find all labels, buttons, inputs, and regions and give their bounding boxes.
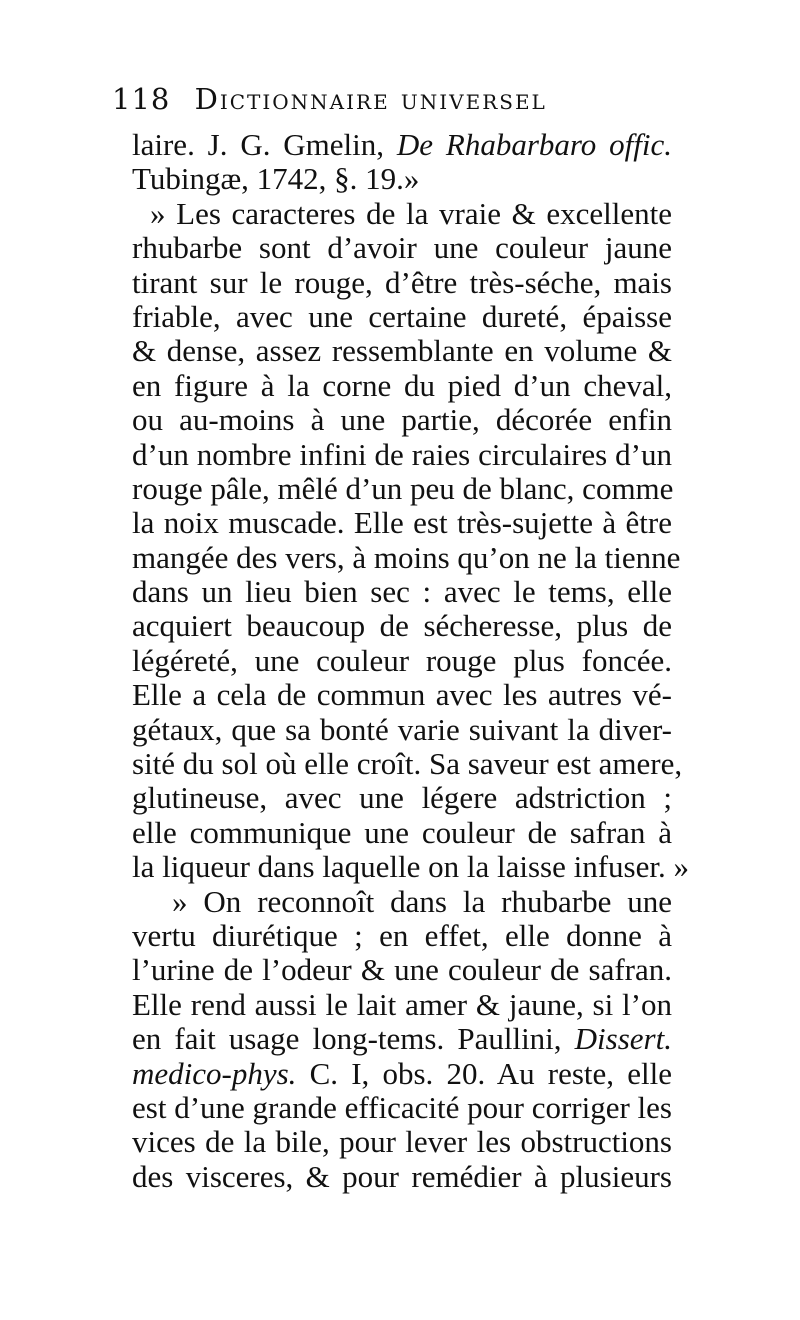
- text-line: [132, 506, 672, 540]
- text-run: tirant sur le rouge, d’être très-séche, mais: [132, 264, 672, 300]
- text-line: [132, 849, 689, 885]
- text-run: Elle a cela de commun avec les autres vé-: [132, 677, 672, 713]
- text-run: est d’une grande efficacité pour corriger les: [132, 1089, 672, 1125]
- text-run: en figure à la corne du pied d’un cheval,: [132, 367, 672, 403]
- text-line: [132, 128, 672, 162]
- text-run: l’urine de l’odeur & une couleur de safran.: [132, 952, 672, 988]
- text-run: ou au-moins à une partie, décorée enfin: [132, 402, 672, 438]
- text-run: légéreté, une couleur rouge plus foncée.: [132, 642, 672, 678]
- text-line: [132, 438, 672, 472]
- text-line: [132, 953, 672, 987]
- text-run: gétaux, que sa bonté varie suivant la diver-: [132, 711, 672, 747]
- text-run: C. I, obs. 20. Au reste, elle: [296, 1055, 672, 1091]
- text-line: [132, 1160, 672, 1194]
- text-line: [132, 781, 672, 815]
- text-line: [132, 403, 672, 437]
- text-line: [132, 1022, 672, 1056]
- text-line: [132, 300, 672, 334]
- italic-citation: medico-phys.: [132, 1055, 297, 1091]
- text-run: glutineuse, avec une légere adstriction ;: [132, 780, 672, 816]
- text-line: [132, 644, 672, 678]
- text-run: acquiert beaucoup de sécheresse, plus de: [132, 608, 672, 644]
- text-line: [132, 678, 672, 712]
- text-line: [132, 575, 672, 609]
- text-run: en fait usage long-tems. Paullini,: [132, 1021, 575, 1057]
- running-title: Dictionnaire universel: [194, 82, 547, 116]
- text-line: [132, 266, 672, 300]
- text-line: [132, 713, 672, 747]
- text-run: & dense, assez ressemblante en volume &: [132, 333, 672, 369]
- italic-citation: Dissert.: [574, 1021, 672, 1057]
- text-line: [132, 1057, 672, 1091]
- text-run: la noix muscade. Elle est très-sujette à être: [132, 505, 672, 541]
- text-run: elle communique une couleur de safran à: [132, 814, 672, 850]
- text-run: rouge pâle, mêlé d’un peu de blanc, comme: [132, 470, 674, 506]
- text-line: [132, 816, 672, 850]
- text-line: [132, 988, 672, 1022]
- running-header: [112, 82, 632, 116]
- text-run: Tubingæ, 1742, §. 19.»: [132, 161, 420, 197]
- text-line: [132, 369, 672, 403]
- text-line: [132, 885, 672, 919]
- text-run: friable, avec une certaine dureté, épaisse: [132, 298, 672, 334]
- text-run: dans un lieu bien sec : avec le tems, elle: [132, 574, 672, 610]
- text-line: [132, 1125, 672, 1159]
- text-run: rhubarbe sont d’avoir une couleur jaune: [132, 230, 672, 266]
- text-run: d’un nombre infini de raies circulaires d’un: [132, 436, 672, 472]
- text-line: [132, 539, 681, 575]
- page-number: 118: [112, 82, 171, 116]
- text-run: vices de la bile, pour lever les obstructions: [132, 1124, 672, 1160]
- text-line: [132, 197, 672, 231]
- text-line: [132, 231, 672, 265]
- text-line: [132, 334, 672, 368]
- text-line: [132, 919, 672, 953]
- text-run: sité du sol où elle croît. Sa saveur est amere,: [132, 746, 683, 782]
- page-text-block: [132, 127, 689, 1194]
- italic-citation: De Rhabarbaro offic.: [396, 127, 672, 162]
- text-run: » Les caracteres de la vraie & excellente: [150, 195, 672, 231]
- text-line: [132, 746, 683, 782]
- text-run: la liqueur dans laquelle on la laisse infuser. »: [132, 849, 689, 885]
- text-run: des visceres, & pour remédier à plusieurs: [132, 1158, 672, 1194]
- text-line: [132, 609, 672, 643]
- text-line: [132, 472, 672, 506]
- text-run: laire. J. G. Gmelin,: [132, 127, 397, 162]
- text-line: [132, 1091, 672, 1125]
- text-run: Elle rend aussi le lait amer & jaune, si l’on: [132, 986, 672, 1022]
- text-run: mangée des vers, à moins qu’on ne la tienne: [132, 539, 681, 575]
- text-run: vertu diurétique ; en effet, elle donne à: [132, 917, 672, 953]
- text-run: » On reconnoît dans la rhubarbe une: [172, 883, 672, 919]
- text-line: [132, 162, 672, 196]
